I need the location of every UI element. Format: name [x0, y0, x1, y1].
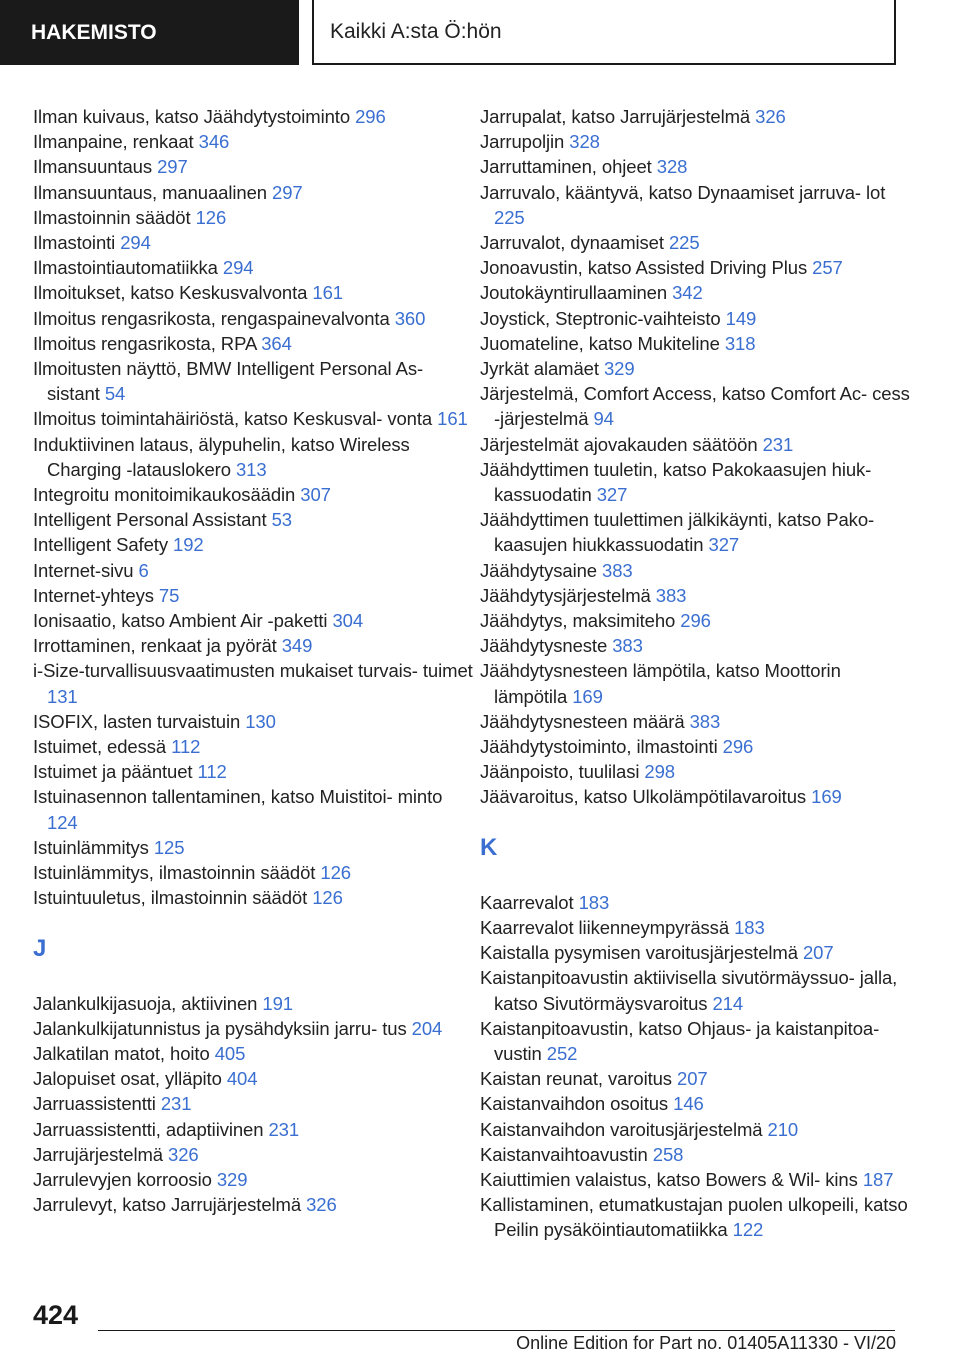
page-link[interactable]: 161	[312, 282, 343, 304]
index-entry-text: Järjestelmät ajovakauden säätöön	[480, 433, 758, 455]
index-entry-text: Joutokäyntirullaaminen	[480, 282, 668, 304]
index-entry	[480, 1142, 910, 1167]
page-link[interactable]: 327	[708, 534, 740, 556]
index-entry-text: Ilmastointiautomatiikka	[33, 257, 218, 279]
page-link[interactable]: 6	[138, 559, 149, 581]
index-entry-text: Jarrupoljin	[480, 131, 565, 153]
a-to-z-tab-label: Kaikki A:sta Ö:hön	[330, 19, 502, 43]
index-entry	[33, 885, 473, 910]
page-link[interactable]: 296	[722, 736, 754, 758]
index-entry-text: Jarruvalo, kääntyvä, katso Dynaamiset jarruva‐ lot	[480, 181, 886, 203]
index-entry	[480, 255, 910, 280]
index-entry-text: Ionisaatio, katso Ambient Air -paketti	[33, 610, 328, 632]
index-entry	[33, 1142, 473, 1167]
index-entry	[33, 129, 473, 154]
index-entry	[33, 1117, 473, 1142]
index-entry	[33, 507, 473, 532]
page-link[interactable]: 383	[612, 635, 643, 657]
page-link[interactable]: 169	[572, 685, 603, 707]
index-entry	[480, 759, 910, 784]
page-link[interactable]: 126	[320, 862, 351, 884]
index-entry-text: Kaarrevalot liikenneympyrässä	[480, 916, 730, 938]
index-entry	[33, 280, 473, 305]
index-entry-text: Järjestelmä, Comfort Access, katso Comfort Ac‐ cess -järjestelmä	[480, 383, 910, 430]
index-entry-text: Jäänpoisto, tuulilasi	[480, 761, 640, 783]
index-entry-text: Jarruassistentti, adaptiivinen	[33, 1118, 264, 1140]
index-entry	[33, 406, 473, 431]
index-entry-text: Juomateline, katso Mukiteline	[480, 332, 720, 354]
index-entry-text: Istuinasennon tallentaminen, katso Muistitoi‐ minto	[33, 786, 443, 808]
index-entry	[33, 658, 473, 708]
index-entry-text: Kaistanvaihtoavustin	[480, 1143, 648, 1165]
index-entry	[33, 1066, 473, 1091]
index-entry-text: Kaistanpitoavustin, katso Ohjaus- ja kaistanpitoa‐ vustin	[480, 1017, 880, 1064]
index-entry	[33, 532, 473, 557]
index-entry-text: Integroitu monitoimikaukosäädin	[33, 484, 296, 506]
index-entry	[480, 965, 910, 1015]
page-link[interactable]: 326	[755, 106, 786, 127]
page-link[interactable]: 131	[47, 685, 78, 707]
page-link[interactable]: 298	[644, 761, 675, 783]
page-link[interactable]: 329	[603, 358, 635, 380]
index-entry	[33, 1041, 473, 1066]
page-link[interactable]: 125	[153, 836, 185, 858]
index-entry	[480, 306, 910, 331]
page-link[interactable]: 326	[306, 1194, 337, 1216]
page-link[interactable]: 161	[437, 408, 468, 430]
page-link[interactable]: 360	[394, 307, 426, 329]
page-link[interactable]: 404	[226, 1068, 258, 1090]
index-entry-text: Jarruvalot, dynaamiset	[480, 232, 664, 254]
page-link[interactable]: 231	[762, 433, 794, 455]
index-entry-text: i-Size-turvallisuusvaatimusten mukaiset turvais‐ tuimet	[33, 660, 473, 682]
index-entry-text: Ilmoitus rengasrikosta, rengaspainevalvonta	[33, 307, 390, 329]
index-entry	[480, 1016, 910, 1066]
index-entry	[480, 734, 910, 759]
index-entry-text: Jalkatilan matot, hoito	[33, 1042, 210, 1064]
edition-note: Online Edition for Part no. 01405A11330 - VI/20	[516, 1333, 896, 1353]
index-entry-text: Kaiuttimien valaistus, katso Bowers & Wil‐ kins	[480, 1168, 858, 1190]
page-link[interactable]: 349	[281, 635, 313, 657]
page-link[interactable]: 296	[680, 610, 711, 632]
index-entry	[480, 280, 910, 305]
index-entry-text: Ilmoitusten näyttö, BMW Intelligent Personal As‐ sistant	[33, 358, 424, 405]
index-entry	[480, 432, 910, 457]
page-link[interactable]: 53	[271, 509, 292, 531]
page-link[interactable]: 328	[569, 131, 600, 153]
index-entry	[33, 1167, 473, 1192]
page-number: 424	[33, 1300, 79, 1330]
page-link[interactable]: 252	[546, 1042, 578, 1064]
index-entry	[33, 255, 473, 280]
index-entry-text: Jarruassistentti	[33, 1093, 156, 1115]
page-link[interactable]: 225	[494, 206, 525, 228]
index-entry-text: Jarrulevyjen korroosio	[33, 1168, 212, 1190]
index-entry	[33, 356, 473, 406]
index-entry-text: Ilmansuuntaus, manuaalinen	[33, 181, 267, 203]
index-entry-text: Jäähdytysnesteen määrä	[480, 710, 685, 732]
index-entry	[480, 457, 910, 507]
index-entry	[480, 608, 910, 633]
index-entry-text: Kaistan reunat, varoitus	[480, 1068, 672, 1090]
page-link[interactable]: 231	[160, 1093, 192, 1115]
index-entry	[480, 230, 910, 255]
index-entry	[480, 331, 910, 356]
index-entry-text: Intelligent Personal Assistant	[33, 509, 267, 531]
index-entry	[33, 608, 473, 633]
index-entry	[480, 1091, 910, 1116]
page-link[interactable]: 122	[732, 1219, 764, 1241]
index-entry-text: Ilmastoinnin säädöt	[33, 206, 191, 228]
page-link[interactable]: 318	[724, 332, 756, 354]
index-entry	[33, 180, 473, 205]
page-link[interactable]: 210	[767, 1118, 799, 1140]
index-entry-text: Ilmastointi	[33, 232, 116, 254]
page-link[interactable]: 383	[602, 559, 633, 581]
index-entry	[480, 583, 910, 608]
index-entry	[480, 709, 910, 734]
index-entry-text: Jäähdytysneste	[480, 635, 608, 657]
page-link[interactable]: 225	[668, 232, 700, 254]
page-link[interactable]: 383	[655, 584, 687, 606]
index-entry-text: Joystick, Steptronic-vaihteisto	[480, 307, 721, 329]
index-entry-text: Jalankulkijasuoja, aktiivinen	[33, 992, 258, 1014]
index-entry	[480, 890, 910, 915]
index-entry-text: Kaistalla pysymisen varoitusjärjestelmä	[480, 942, 798, 964]
index-entry	[480, 658, 910, 708]
index-entry	[480, 1066, 910, 1091]
page-link[interactable]: 130	[245, 710, 276, 732]
page-link[interactable]: 183	[578, 891, 610, 913]
page-link[interactable]: 231	[268, 1118, 300, 1140]
index-entry	[480, 633, 910, 658]
a-to-z-tab[interactable]	[312, 0, 896, 65]
page-link[interactable]: 364	[261, 332, 292, 354]
index-entry	[33, 306, 473, 331]
index-entry	[33, 835, 473, 860]
index-entry	[33, 154, 473, 179]
index-entry-text: Jäähdytysjärjestelmä	[480, 584, 651, 606]
page-link[interactable]: 258	[652, 1143, 684, 1165]
index-entry-text: Kaarrevalot	[480, 891, 574, 913]
index-entry	[33, 205, 473, 230]
page-link[interactable]: 192	[173, 534, 204, 556]
page-link[interactable]: 405	[214, 1042, 246, 1064]
index-entry-text: Jäähdyttimen tuulettimen jälkikäynti, katso Pako‐ kaasujen hiukkassuodatin	[480, 509, 875, 556]
page-link[interactable]: 326	[168, 1143, 199, 1165]
page-link[interactable]: 297	[272, 181, 303, 203]
page-link[interactable]: 75	[158, 584, 180, 606]
index-entry	[480, 180, 910, 230]
page-link[interactable]: 329	[216, 1168, 248, 1190]
index-entry-text: Jäävaroitus, katso Ulkolämpötilavaroitus	[480, 786, 807, 808]
index-entry-text: Kaistanvaihdon osoitus	[480, 1093, 669, 1115]
index-entry	[480, 784, 910, 809]
page-link[interactable]: 294	[222, 257, 254, 279]
index-entry-text: Jarrupalat, katso Jarrujärjestelmä	[480, 106, 751, 127]
index-entry-text: Kallistaminen, etumatkustajan puolen ulkopeili, katso Peilin pysäköintiautomatiikka	[480, 1194, 908, 1241]
page-link[interactable]: 304	[332, 610, 364, 632]
index-entry-text: ISOFIX, lasten turvaistuin	[33, 710, 241, 732]
index-entry	[33, 482, 473, 507]
page-link[interactable]: 54	[104, 383, 126, 405]
index-entry-text: Jäähdytys, maksimiteho	[480, 610, 676, 632]
index-entry-text: Jyrkät alamäet	[480, 358, 599, 380]
page-link[interactable]: 183	[734, 916, 765, 938]
index-entry	[480, 154, 910, 179]
page-link[interactable]: 214	[712, 992, 744, 1014]
page-link[interactable]: 257	[812, 257, 843, 279]
page-link[interactable]: 328	[656, 156, 688, 178]
page-link[interactable]: 207	[677, 1068, 708, 1090]
index-entry	[33, 991, 473, 1016]
index-entry	[33, 104, 473, 129]
index-entry	[480, 940, 910, 965]
index-entry-text: Induktiivinen lataus, älypuhelin, katso Wireless Charging -latauslokero	[33, 433, 410, 480]
section-letter: K	[480, 833, 498, 861]
index-entry	[33, 759, 473, 784]
index-entry-text: Jalankulkijatunnistus ja pysähdyksiin jarru‐ tus	[33, 1017, 407, 1039]
index-entry-text: Kaistanvaihdon varoitusjärjestelmä	[480, 1118, 763, 1140]
index-entry-text: Kaistanpitoavustin aktiivisella sivutörmäyssuo‐ jalla, katso Sivutörmäysvaroitus	[480, 967, 898, 1014]
index-entry	[480, 129, 910, 154]
page-link[interactable]: 296	[355, 106, 386, 127]
index-entry-text: Ilmoitus toimintahäiriöstä, katso Keskusval‐ vonta	[33, 408, 433, 430]
index-entry-text: Jäähdytysaine	[480, 559, 597, 581]
index-entry	[33, 734, 473, 759]
index-column-right	[480, 104, 910, 1243]
index-entry-text: Jarruttaminen, ohjeet	[480, 156, 652, 178]
index-entry-text: Ilmoitukset, katso Keskusvalvonta	[33, 282, 308, 304]
index-entry	[480, 356, 910, 381]
index-entry-text: Ilman kuivaus, katso Jäähdytystoiminto	[33, 106, 351, 127]
index-entry-text: Intelligent Safety	[33, 534, 168, 556]
index-entry	[480, 558, 910, 583]
index-entry	[480, 381, 910, 431]
index-entry-text: Internet-yhteys	[33, 584, 154, 606]
index-entry	[480, 104, 910, 129]
page-link[interactable]: 204	[411, 1017, 443, 1039]
index-entry	[33, 709, 473, 734]
page-link[interactable]: 112	[197, 761, 227, 783]
index-entry-text: Ilmanpaine, renkaat	[33, 131, 194, 153]
page-link[interactable]: 294	[120, 232, 151, 254]
index-column-left	[33, 104, 473, 1217]
index-entry-text: Istuimet, edessä	[33, 736, 167, 758]
index-entry-text: Jarrujärjestelmä	[33, 1143, 163, 1165]
index-entry	[480, 507, 910, 557]
index-entry-text: Istuinlämmitys, ilmastoinnin säädöt	[33, 862, 316, 884]
page-link[interactable]: 124	[47, 811, 78, 833]
page-link[interactable]: 327	[596, 484, 628, 506]
page-link[interactable]: 307	[300, 484, 331, 506]
index-entry-text: Internet-sivu	[33, 559, 134, 581]
index-entry	[480, 915, 910, 940]
index-entry-text: Istuimet ja pääntuet	[33, 761, 193, 783]
index-entry	[33, 1016, 473, 1041]
page-link[interactable]: 346	[198, 131, 230, 153]
page-link[interactable]: 207	[802, 942, 834, 964]
page-link[interactable]: 297	[157, 156, 188, 178]
index-entry	[33, 331, 473, 356]
index-entry-text: Jäähdytystoiminto, ilmastointi	[480, 736, 718, 758]
index-entry	[480, 1117, 910, 1142]
index-entry	[33, 583, 473, 608]
page-link[interactable]: 169	[811, 786, 842, 808]
index-entry	[33, 230, 473, 255]
index-entry	[33, 784, 473, 834]
index-entry	[33, 1091, 473, 1116]
page-link[interactable]: 126	[195, 206, 227, 228]
index-tab[interactable]	[0, 0, 299, 65]
index-entry-text: Irrottaminen, renkaat ja pyörät	[33, 635, 277, 657]
index-entry-text: Istuinlämmitys	[33, 836, 149, 858]
page-link[interactable]: 112	[171, 736, 201, 758]
page-link[interactable]: 187	[862, 1168, 894, 1190]
page-link[interactable]: 146	[673, 1093, 704, 1115]
page-link[interactable]: 313	[235, 458, 267, 480]
index-entry-text: Jäähdyttimen tuuletin, katso Pakokaasujen hiuk‐ kassuodatin	[480, 458, 872, 506]
footer-divider	[98, 1330, 895, 1331]
index-entry	[33, 432, 473, 482]
index-entry-text: Jarrulevyt, katso Jarrujärjestelmä	[33, 1194, 302, 1216]
index-entry	[33, 860, 473, 885]
index-entry-text: Ilmansuuntaus	[33, 156, 153, 178]
index-entry	[33, 633, 473, 658]
index-entry-text: Istuintuuletus, ilmastoinnin säädöt	[33, 887, 308, 909]
index-entry-text: Jäähdytysnesteen lämpötila, katso Moottorin lämpötila	[480, 660, 841, 707]
index-entry-text: Jalopuiset osat, ylläpito	[33, 1068, 222, 1090]
page-link[interactable]: 126	[312, 887, 343, 909]
page-link[interactable]: 191	[262, 992, 293, 1014]
page-link[interactable]: 149	[725, 307, 757, 329]
header	[0, 0, 960, 65]
index-tab-label: HAKEMISTO	[31, 20, 157, 44]
page-link[interactable]: 342	[672, 282, 703, 304]
page-link[interactable]: 383	[689, 710, 721, 732]
section-letter: J	[33, 934, 47, 962]
index-entry-text: Ilmoitus rengasrikosta, RPA	[33, 332, 257, 354]
index-entry	[480, 1167, 910, 1192]
page-link[interactable]: 94	[593, 408, 614, 430]
index-entry	[480, 1192, 910, 1242]
index-entry	[33, 558, 473, 583]
index-entry	[33, 1192, 473, 1217]
index-entry-text: Jonoavustin, katso Assisted Driving Plus	[480, 257, 808, 279]
